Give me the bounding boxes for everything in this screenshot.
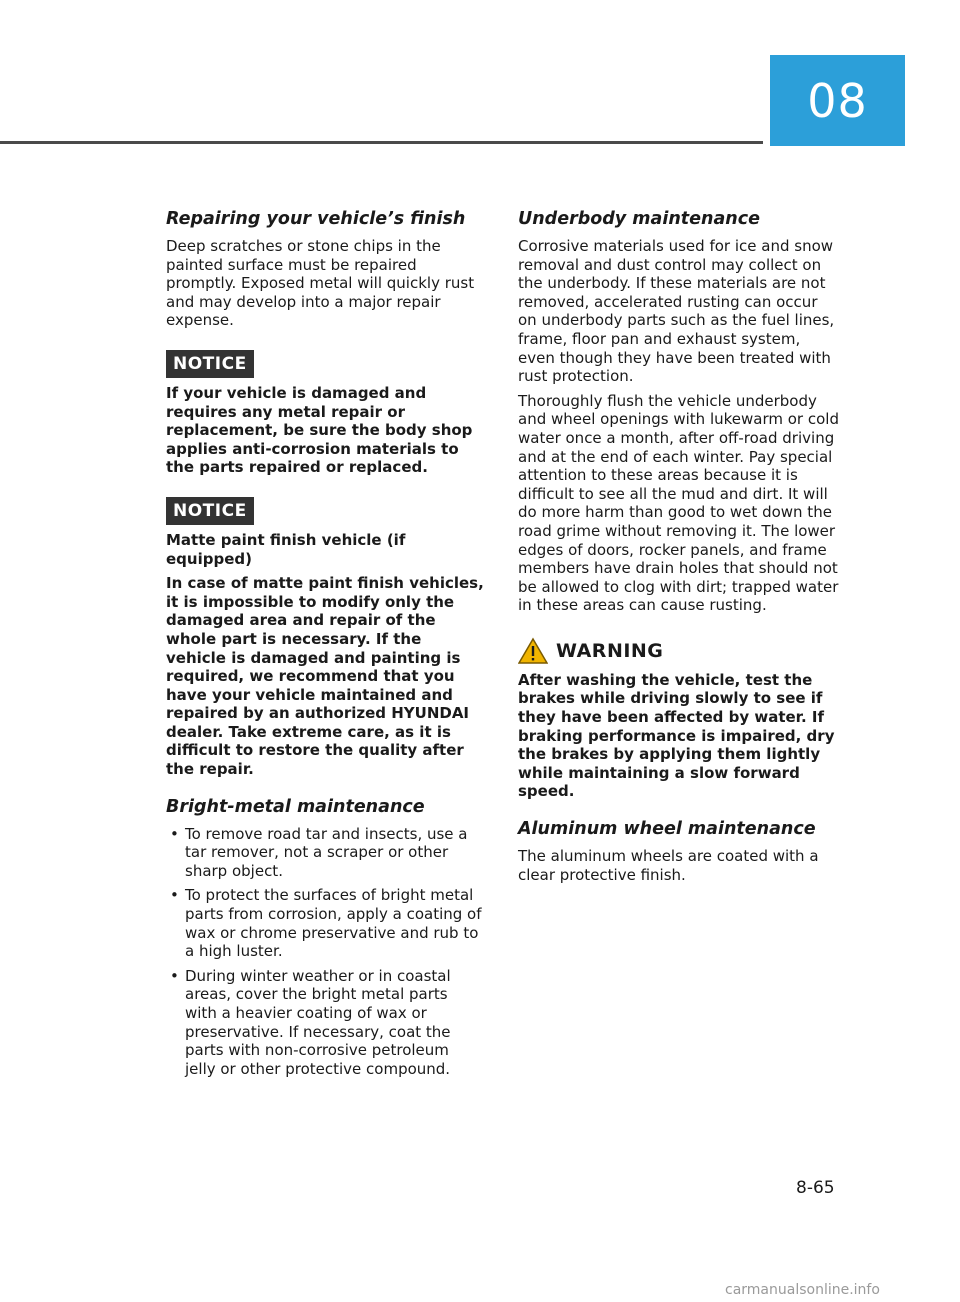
section-aluminum xyxy=(518,817,840,884)
warning-header xyxy=(518,637,840,665)
chapter-tab xyxy=(770,55,905,146)
bullet: • xyxy=(170,966,179,985)
notice-badge: NOTICE xyxy=(166,350,254,378)
notice-badge: NOTICE xyxy=(166,497,254,525)
watermark: carmanualsonline.info xyxy=(725,1282,880,1298)
warning-label: WARNING xyxy=(556,639,664,662)
left-column xyxy=(166,207,484,1084)
bright-metal-list xyxy=(166,825,484,1079)
section-bright-metal xyxy=(166,795,484,1079)
aluminum-body: The aluminum wheels are coated with a clear protective finish. xyxy=(518,847,819,884)
repairing-body: Deep scratches or stone chips in the painted surface must be repaired promptly. Exposed metal will quickly rust and may develop into a major repair expense. xyxy=(166,237,475,330)
warning-text: After washing the vehicle, test the brakes while driving slowly to see if they have been affected by water. If braking performance is impaired, dry the brakes by applying them lightly while maintaining a slow forward speed. xyxy=(518,670,835,801)
page-number: 8-65 xyxy=(796,1178,835,1198)
notice-matte-paint xyxy=(166,497,484,779)
list-item: • During winter weather or in coastal areas, cover the bright metal parts with a heavier coating of wax or preservative. If necessary, coat the parts with non-corrosive petroleum jelly or other protective compound. xyxy=(170,966,451,1078)
header-rule xyxy=(0,141,763,144)
right-column xyxy=(518,207,840,890)
list-item: • To protect the surfaces of bright metal parts from corrosion, apply a coating of wax or chrome preservative and rub to a high luster. xyxy=(170,886,482,961)
bullet: • xyxy=(170,824,179,843)
notice-text: In case of matte paint finish vehicles, it is impossible to modify only the damaged area and repair of the whole part is necessary. If the vehicle is damaged and painting is required, we recommend that you have your vehicle maintained and repaired by an authorized HYUNDAI dealer. Take extreme care, as it is difficult to restore the quality after the repair. xyxy=(166,574,484,779)
notice-text: If your vehicle is damaged and requires any metal repair or replacement, be sure the body shop applies anti-corrosion materials to the parts repaired or replaced. xyxy=(166,383,473,477)
notice-metal-repair xyxy=(166,350,484,477)
bullet: • xyxy=(170,886,179,905)
notice-title: Matte paint finish vehicle (if equipped) xyxy=(166,530,406,568)
section-underbody xyxy=(518,207,840,615)
chapter-number: 08 xyxy=(807,73,868,128)
warning-block xyxy=(518,637,840,801)
list-item: • To remove road tar and insects, use a tar remover, not a scraper or other sharp object. xyxy=(170,824,468,880)
warning-triangle-icon xyxy=(518,637,548,665)
repairing-heading: Repairing your vehicle’s finish xyxy=(166,209,466,229)
bright-metal-heading: Bright-metal maintenance xyxy=(166,796,425,817)
underbody-heading: Underbody maintenance xyxy=(518,209,760,229)
underbody-para-1: Corrosive materials used for ice and snow removal and dust control may collect on the underbody. If these materials are not removed, accelerated rusting can occur on underbody parts such as the fuel lines, frame, floor pan and exhaust system, even though they have been treated with rust protection. xyxy=(518,237,835,386)
underbody-para-2: Thoroughly flush the vehicle underbody and wheel openings with lukewarm or cold water once a month, after off-road driving and at the end of each winter. Pay special attention to these areas because it is difficult to see all the mud and dirt. It will do more harm than good to wet down the road grime without removing it. The lower edges of doors, rocker panels, and frame members have drain holes that should not be allowed to clog with dirt; trapped water in these areas can cause rusting. xyxy=(518,391,839,615)
aluminum-heading: Aluminum wheel maintenance xyxy=(518,819,816,840)
section-repairing xyxy=(166,207,484,330)
